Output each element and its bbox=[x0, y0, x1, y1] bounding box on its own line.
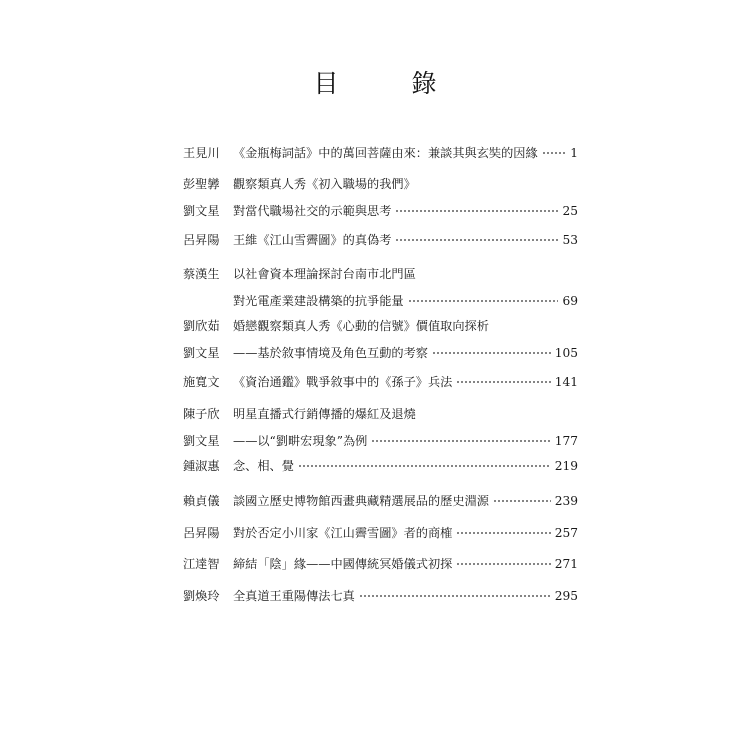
toc-leader-dots bbox=[542, 152, 567, 154]
toc-page-number: 141 bbox=[554, 375, 578, 389]
toc-leader-dots bbox=[493, 500, 551, 502]
toc-author: 施寬文 bbox=[183, 375, 220, 389]
toc-line bbox=[183, 458, 578, 474]
toc-line bbox=[183, 525, 578, 541]
toc-title: 締結「陰」緣——中國傳統冥婚儀式初探 bbox=[233, 557, 453, 571]
toc-line bbox=[183, 493, 578, 509]
toc-page-number: 25 bbox=[562, 204, 578, 218]
toc-title: 念、相、覺 bbox=[233, 459, 294, 473]
toc-title: 對當代職場社交的示範與思考 bbox=[233, 204, 392, 218]
toc-leader-dots bbox=[456, 563, 550, 565]
toc-page-number: 295 bbox=[554, 589, 578, 603]
toc-line bbox=[183, 203, 578, 219]
toc-author: 蔡漢生 bbox=[183, 267, 220, 281]
toc-page-number: 53 bbox=[562, 233, 578, 247]
toc-line bbox=[183, 345, 578, 361]
toc-line bbox=[183, 232, 578, 248]
toc-author: 劉文星 bbox=[183, 346, 220, 360]
toc-author: 劉煥玲 bbox=[183, 589, 220, 603]
toc-line bbox=[183, 145, 578, 161]
toc-line bbox=[183, 266, 578, 282]
toc-page-number: 69 bbox=[562, 294, 578, 308]
toc-title: 對於否定小川家《江山霽雪圖》者的商榷 bbox=[233, 526, 453, 540]
toc-author: 呂昇陽 bbox=[183, 233, 220, 247]
toc-title: 《資治通鑑》戰爭敘事中的《孫子》兵法 bbox=[233, 375, 453, 389]
toc-title: 全真道王重陽傳法七真 bbox=[233, 589, 355, 603]
toc-author: 劉文星 bbox=[183, 434, 220, 448]
toc-author: 江達智 bbox=[183, 557, 220, 571]
toc-line bbox=[183, 293, 578, 309]
toc-page-number: 1 bbox=[570, 146, 578, 160]
toc-author: 鍾淑惠 bbox=[183, 459, 220, 473]
toc-line bbox=[183, 318, 578, 334]
toc-page-number: 219 bbox=[554, 459, 578, 473]
toc-line bbox=[183, 374, 578, 390]
toc-author: 彭聖㝈 bbox=[183, 177, 220, 191]
toc-author: 王見川 bbox=[183, 146, 220, 160]
toc-author: 呂昇陽 bbox=[183, 526, 220, 540]
toc-leader-dots bbox=[371, 440, 550, 442]
toc-author: 劉欣茹 bbox=[183, 319, 220, 333]
toc-leader-dots bbox=[298, 465, 551, 467]
toc-author: 賴貞儀 bbox=[183, 494, 220, 508]
toc-page-number: 105 bbox=[554, 346, 578, 360]
toc-page-number: 271 bbox=[554, 557, 578, 571]
page-title: 目 錄 bbox=[313, 69, 461, 98]
toc-title: 《金瓶梅詞話》中的萬回菩薩由來：兼談其與玄奘的因緣 bbox=[233, 146, 538, 160]
toc-title: ——以“劉畊宏現象”為例 bbox=[233, 434, 368, 448]
toc-leader-dots bbox=[395, 239, 558, 241]
toc-title: 對光電產業建設構築的抗爭能量 bbox=[233, 294, 404, 308]
toc-line bbox=[183, 176, 578, 192]
toc-line bbox=[183, 406, 578, 422]
toc-leader-dots bbox=[456, 532, 550, 534]
toc-leader-dots bbox=[456, 381, 550, 383]
toc-title: 觀察類真人秀《初入職場的我們》 bbox=[233, 177, 416, 191]
toc-author: 劉文星 bbox=[183, 204, 220, 218]
toc-title: 以社會資本理論探討台南市北門區 bbox=[233, 267, 416, 281]
toc-line bbox=[183, 433, 578, 449]
toc-page-number: 239 bbox=[554, 494, 578, 508]
toc-leader-dots bbox=[359, 595, 551, 597]
toc-leader-dots bbox=[395, 210, 558, 212]
toc-title: 王維《江山雪霽圖》的真偽考 bbox=[233, 233, 392, 247]
toc-line bbox=[183, 556, 578, 572]
toc-page-number: 177 bbox=[554, 434, 578, 448]
toc-leader-dots bbox=[408, 300, 559, 302]
toc-page-number: 257 bbox=[554, 526, 578, 540]
toc-title: ——基於敘事情境及角色互動的考察 bbox=[233, 346, 428, 360]
toc-title: 明星直播式行銷傳播的爆紅及退燒 bbox=[233, 407, 416, 421]
toc-line bbox=[183, 588, 578, 604]
toc-title: 婚戀觀察類真人秀《心動的信號》價值取向探析 bbox=[233, 319, 489, 333]
toc-leader-dots bbox=[432, 352, 551, 354]
toc-title: 談國立歷史博物館西畫典藏精選展品的歷史淵源 bbox=[233, 494, 489, 508]
toc-author: 陳子欣 bbox=[183, 407, 220, 421]
